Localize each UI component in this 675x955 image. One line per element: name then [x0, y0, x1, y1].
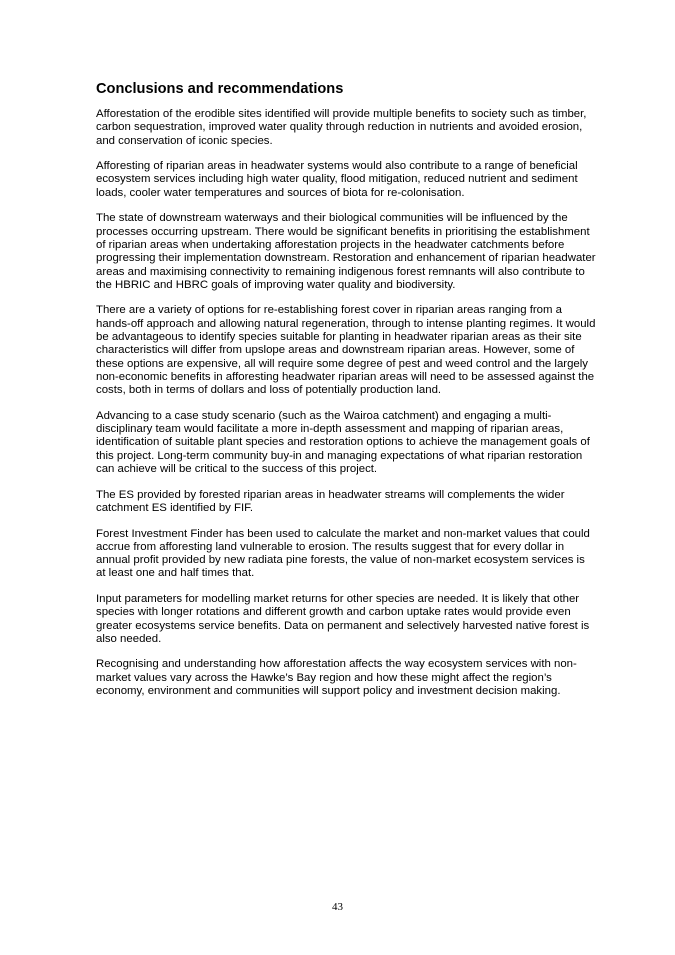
- paragraph-case-study: Advancing to a case study scenario (such as the Wairoa catchment) and engaging a multi-disciplinary team would facilitate a more in-depth assessment and mapping of riparian areas, identification of suitable plant species and restoration options to achieve the management goals of this project. Long-term community buy-in and managing expectations of what riparian restoration can achieve will be critical to the success of this project.: [96, 409, 590, 476]
- section-heading: Conclusions and recommendations: [96, 81, 344, 97]
- document-body: [96, 80, 596, 711]
- paragraph-input-parameters: Input parameters for modelling market returns for other species are needed. It is likely that other species with longer rotations and different growth and carbon uptake rates would provide even greater ecosystems service benefits. Data on permanent and selectively harvested native forest is also needed.: [96, 592, 590, 645]
- paragraph-ecosystem-services: The ES provided by forested riparian areas in headwater streams will complements the wider catchment ES identified by FIF.: [96, 488, 565, 514]
- paragraph-downstream-waterways: The state of downstream waterways and their biological communities will be influenced by the processes occurring upstream. There would be significant benefits in prioritising the establishment of riparian areas when undertaking afforestation projects in the headwater catchments before progressing their implementation downstream. Restoration and enhancement of riparian headwater areas and maximising connectivity to remaining indigenous forest remnants will also contribute to the HBRIC and HBRC goals of improving water quality and biodiversity.: [96, 212, 596, 291]
- paragraph-policy-decisions: Recognising and understanding how afforestation affects the way ecosystem services with non-market values vary across the Hawke’s Bay region and how these might affect the region’s economy, environment and communities will support policy and investment decision making.: [96, 658, 577, 698]
- paragraph-riparian-afforesting: Afforesting of riparian areas in headwater systems would also contribute to a range of beneficial ecosystem services including high water quality, flood mitigation, reduced nutrient and sediment loads, cooler water temperatures and sources of biota for re-colonisation.: [96, 160, 578, 199]
- page-number: 43: [332, 901, 343, 913]
- paragraph-afforestation-benefits: Afforestation of the erodible sites identified will provide multiple benefits to society such as timber, carbon sequestration, improved water quality through reduction in nutrients and avoided erosion, and conservation of iconic species.: [96, 108, 587, 147]
- paragraph-forest-cover-options: There are a variety of options for re-establishing forest cover in riparian areas ranging from a hands-off approach and allowing natural regeneration, through to intense planting regimes. It would be advantageous to identify species suitable for planting in headwater riparian areas as their site characteristics will differ from upslope areas and downstream riparian areas. However, some of these options are expensive, all will require some degree of pest and weed control and the largely non-economic benefits in afforesting headwater riparian areas will need to be assessed against the costs, both in terms of dollars and loss of potentially production land.: [96, 304, 596, 397]
- paragraph-forest-investment-finder: Forest Investment Finder has been used to calculate the market and non-market values that could accrue from afforesting land vulnerable to erosion. The results suggest that for every dollar in annual profit provided by new radiata pine forests, the value of non-market ecosystem services is at least one and half times that.: [96, 527, 590, 580]
